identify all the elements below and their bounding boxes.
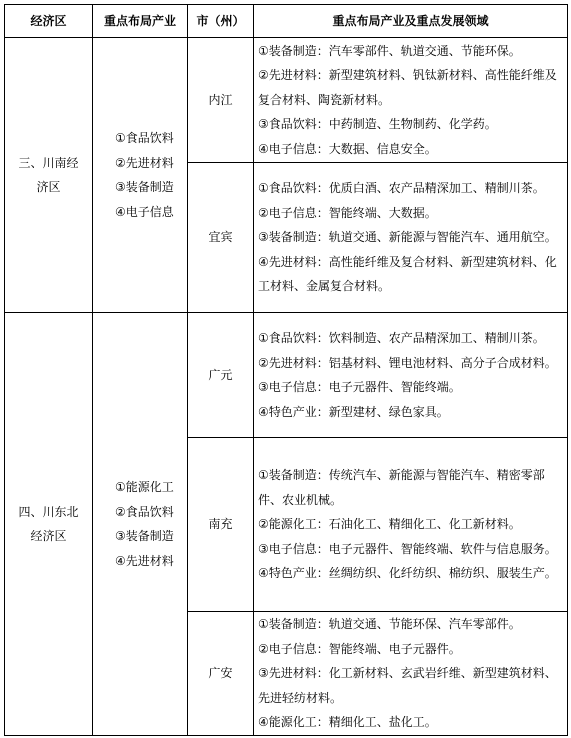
focus-item: ②先进材料：新型建筑材料、钒钛新材料、高性能纤维及复合材料、陶瓷新材料。: [258, 68, 557, 107]
industry-item: ②食品饮料: [115, 504, 174, 519]
industry-layout-table: [4, 4, 568, 736]
city-name: 广元: [188, 313, 254, 438]
zone-industries-cell: [93, 313, 188, 736]
focus-item: ②电子信息：智能终端、电子元器件。: [258, 641, 461, 656]
industry-item: ③装备制造: [115, 180, 174, 194]
focus-item: ③食品饮料：中药制造、生物制药、化学药。: [258, 117, 497, 132]
industry-item: ①食品饮料: [115, 131, 174, 145]
city-name: 南充: [188, 438, 254, 612]
city-name: 宜宾: [188, 163, 254, 313]
industry-item: ③装备制造: [115, 529, 174, 543]
city-focus-cell: [254, 313, 568, 438]
focus-item: ③电子信息：电子元器件、智能终端。: [258, 380, 461, 394]
zone-industries-cell: [93, 38, 188, 313]
zone-cell: [5, 313, 93, 736]
focus-item: ①装备制造：汽车零部件、轨道交通、节能环保。: [258, 43, 521, 58]
city-name: 广安: [188, 612, 254, 736]
focus-item: ②电子信息：智能终端、大数据。: [258, 205, 437, 220]
focus-item: ②能源化工：石油化工、精细化工、化工新材料。: [258, 517, 521, 532]
industry-item: ②先进材料: [115, 155, 174, 170]
header-economic-zone: 经济区: [5, 5, 93, 38]
header-row: [5, 5, 568, 38]
city-name: 内江: [188, 38, 254, 163]
industry-item: ①能源化工: [115, 480, 174, 494]
industry-item: ④电子信息: [115, 204, 174, 219]
focus-item: ③先进材料：化工新材料、玄武岩纤维、新型建筑材料、先进轻纺材料。: [258, 666, 557, 705]
city-focus-cell: [254, 38, 568, 163]
focus-item: ④电子信息：大数据、信息安全。: [258, 141, 437, 156]
table-row: [5, 38, 568, 163]
zone-name: 四、川东北经济区: [18, 504, 79, 543]
header-development-fields: 重点布局产业及重点发展领域: [254, 5, 568, 38]
focus-item: ③装备制造：轨道交通、新能源与智能汽车、通用航空。: [258, 230, 557, 245]
header-key-industries: 重点布局产业: [93, 5, 188, 38]
focus-item: ④特色产业：丝绸纺织、化纤纺织、棉纺织、服装生产。: [258, 566, 557, 581]
focus-item: ①装备制造：轨道交通、节能环保、汽车零部件。: [258, 617, 521, 632]
focus-item: ①食品饮料：优质白酒、农产品精深加工、精制川茶。: [258, 181, 545, 196]
city-focus-cell: [254, 612, 568, 736]
industry-item: ④先进材料: [115, 553, 174, 568]
focus-item: ①装备制造：传统汽车、新能源与智能汽车、精密零部件、农业机械。: [258, 468, 545, 507]
focus-item: ④能源化工：精细化工、盐化工。: [258, 715, 437, 730]
focus-item: ②先进材料：铝基材料、锂电池材料、高分子合成材料。: [258, 355, 557, 370]
focus-item: ③电子信息：电子元器件、智能终端、软件与信息服务。: [258, 541, 557, 556]
header-city: 市（州）: [188, 5, 254, 38]
city-focus-cell: [254, 163, 568, 313]
focus-item: ④特色产业：新型建材、绿色家具。: [258, 404, 449, 419]
zone-name: 三、川南经济区: [18, 155, 79, 194]
city-focus-cell: [254, 438, 568, 612]
focus-item: ①食品饮料：饮料制造、农产品精深加工、精制川茶。: [258, 331, 545, 345]
zone-cell: [5, 38, 93, 313]
focus-item: ④先进材料：高性能纤维及复合材料、新型建筑材料、化工材料、金属复合材料。: [258, 254, 557, 294]
table-row: [5, 313, 568, 438]
